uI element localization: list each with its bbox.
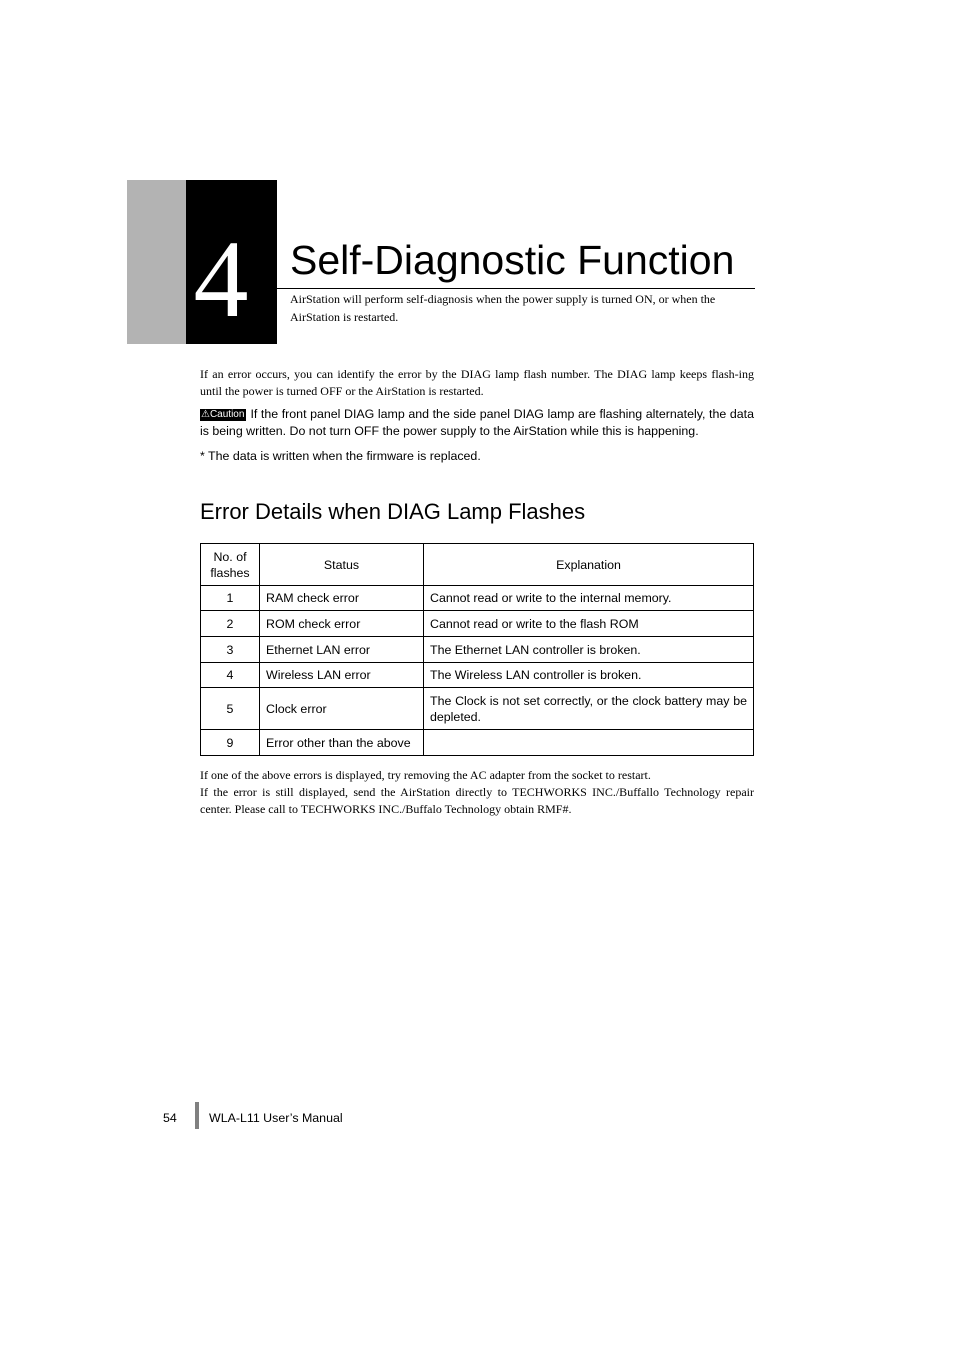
caution-paragraph [200, 406, 754, 440]
firmware-note: * The data is written when the firmware is replaced. [200, 449, 481, 463]
chapter-title: Self-Diagnostic Function [290, 237, 735, 283]
cell-status: RAM check error [260, 586, 424, 611]
page-number: 54 [163, 1111, 177, 1125]
cell-flashes: 2 [201, 611, 260, 637]
cell-flashes: 3 [201, 637, 260, 663]
cell-flashes: 5 [201, 688, 260, 730]
table-header-row [201, 544, 754, 586]
table-row [201, 637, 754, 663]
cell-status: Wireless LAN error [260, 663, 424, 688]
header-flashes: No. of flashes [201, 544, 260, 586]
title-divider [277, 288, 755, 289]
cell-explanation [424, 730, 754, 756]
cell-explanation: Cannot read or write to the internal memory. [424, 586, 754, 611]
caution-text: If the front panel DIAG lamp and the side panel DIAG lamp are flashing alternately, the data is being written. Do not turn OFF the power supply to the AirStation while this is happening. [200, 407, 754, 438]
cell-explanation: The Ethernet LAN controller is broken. [424, 637, 754, 663]
cell-flashes: 1 [201, 586, 260, 611]
cell-explanation: The Wireless LAN controller is broken. [424, 663, 754, 688]
cell-explanation: Cannot read or write to the flash ROM [424, 611, 754, 637]
restart-advice: If one of the above errors is displayed, try removing the AC adapter from the socket to restart. [200, 768, 651, 782]
table-row [201, 688, 754, 730]
caution-icon: ⚠Caution [201, 409, 245, 420]
chapter-intro: AirStation will perform self-diagnosis when the power supply is turned ON, or when the AirStation is restarted. [290, 292, 716, 324]
table-row [201, 586, 754, 611]
header-explanation: Explanation [424, 544, 754, 586]
table-row [201, 663, 754, 688]
table-row [201, 730, 754, 756]
error-intro-paragraph: If an error occurs, you can identify the error by the DIAG lamp flash number. The DIAG lamp keeps flash-ing until the power is turned OFF or the AirStation is restarted. [200, 367, 754, 398]
section-heading: Error Details when DIAG Lamp Flashes [200, 499, 586, 524]
header-status: Status [260, 544, 424, 586]
cell-explanation: The Clock is not set correctly, or the clock battery may be depleted. [424, 688, 754, 730]
chapter-number: 4 [193, 218, 249, 340]
diag-error-table [200, 543, 754, 756]
table-row [201, 611, 754, 637]
cell-status: Clock error [260, 688, 424, 730]
cell-flashes: 4 [201, 663, 260, 688]
manual-title: WLA-L11 User’s Manual [209, 1111, 343, 1125]
repair-advice: If the error is still displayed, send the AirStation directly to TECHWORKS INC./Buffallo Technology repair center. Please call to TECHWORKS INC./Buffalo Technology obtain RMF#. [200, 785, 754, 816]
chapter-tab-gray [127, 180, 186, 344]
cell-flashes: 9 [201, 730, 260, 756]
cell-status: Ethernet LAN error [260, 637, 424, 663]
cell-status: ROM check error [260, 611, 424, 637]
footer-divider [195, 1102, 199, 1129]
cell-status: Error other than the above [260, 730, 424, 756]
